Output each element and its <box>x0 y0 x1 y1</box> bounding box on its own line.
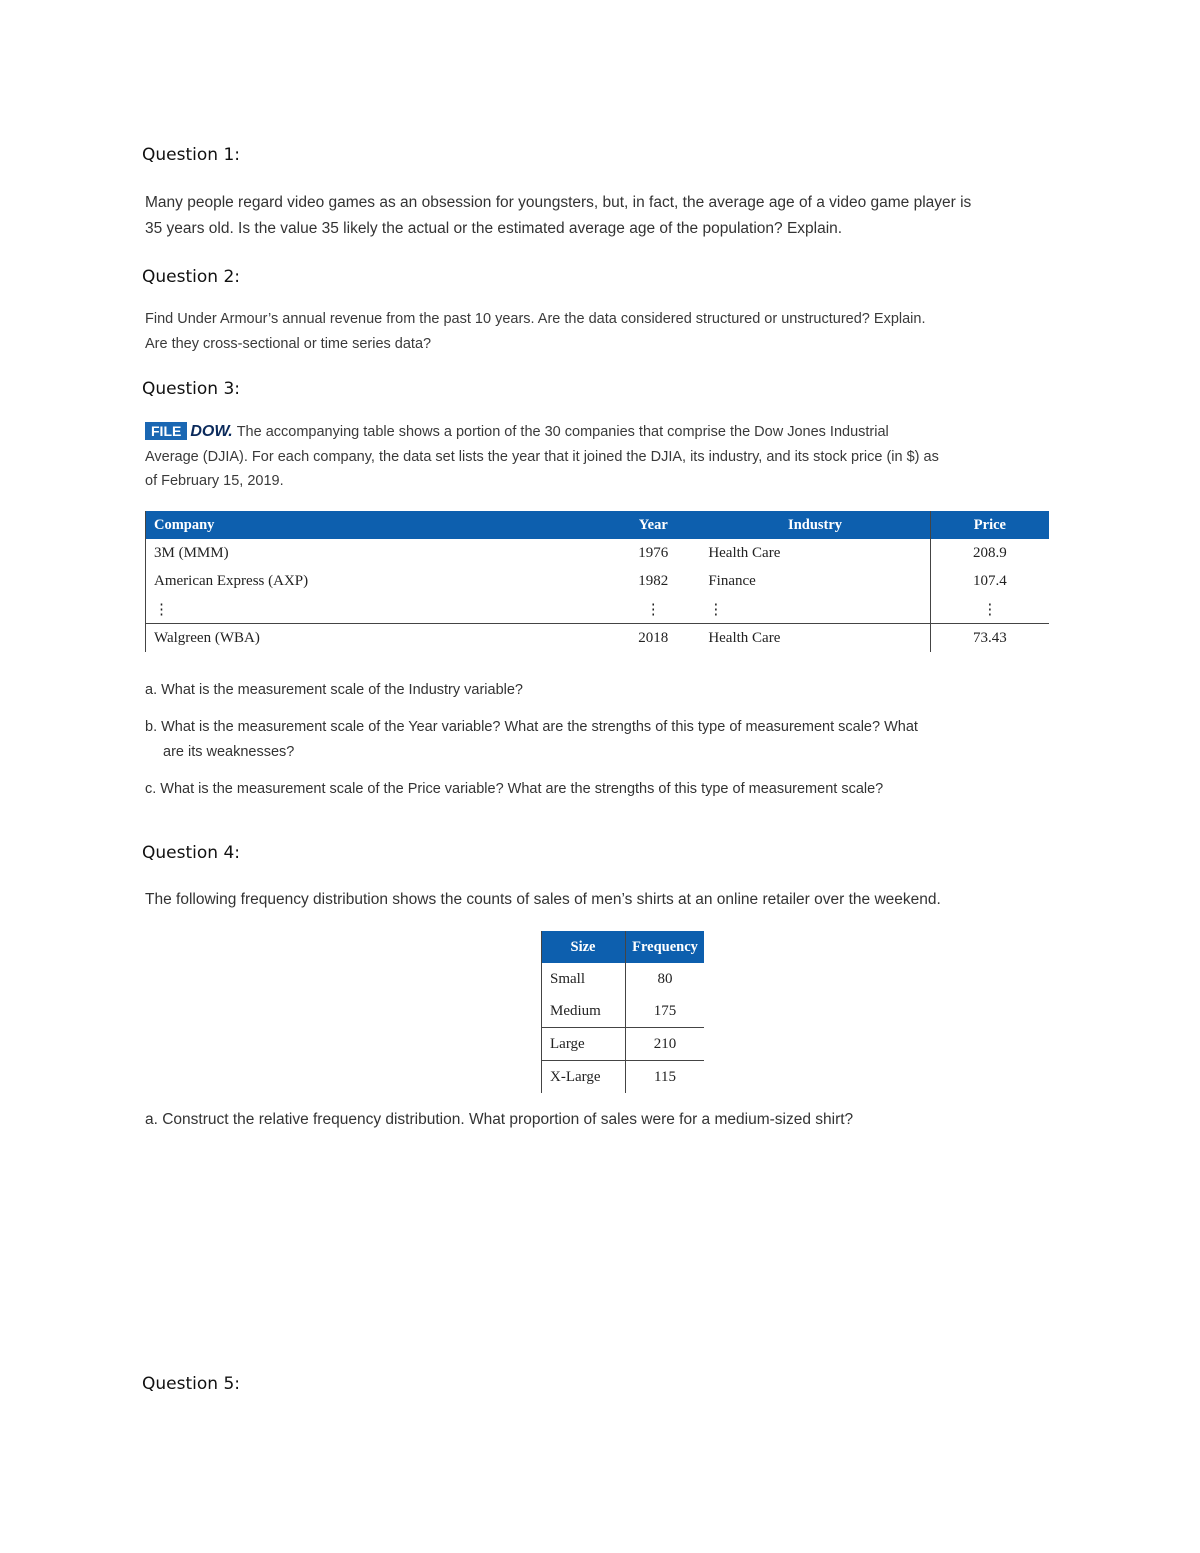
question-3-line-2: Average (DJIA). For each company, the data set lists the year that it joined the DJIA, its industry, and its stock price (in $) as <box>145 448 939 465</box>
frequency-table <box>541 931 704 1093</box>
question-1-text <box>145 190 971 242</box>
cell-price: 73.43 <box>930 624 1049 653</box>
question-4-part-a: a. Construct the relative frequency distribution. What proportion of sales were for a medium-sized shirt? <box>145 1111 854 1128</box>
cell-price: ⋮ <box>982 601 998 618</box>
table-row <box>146 624 1050 653</box>
question-4-heading: Question 4: <box>142 843 240 863</box>
header-industry: Industry <box>700 511 930 539</box>
cell-frequency: 80 <box>657 970 673 987</box>
table-row <box>146 567 1050 595</box>
dataset-name: DOW. <box>190 423 233 440</box>
cell-industry: ⋮ <box>700 595 930 624</box>
cell-price: 208.9 <box>973 544 1007 561</box>
cell-year: 1976 <box>638 544 669 561</box>
dow-table <box>145 511 1049 652</box>
question-3-part-b <box>145 715 918 764</box>
question-2-line-1: Find Under Armour’s annual revenue from the past 10 years. Are the data considered structured or unstructured? Explain. <box>145 311 926 327</box>
cell-size: Large <box>542 1028 626 1061</box>
file-badge: FILE <box>145 422 187 440</box>
table-row <box>542 1061 705 1094</box>
header-frequency: Frequency <box>626 931 705 963</box>
question-3-part-b-line-1: b. What is the measurement scale of the Year variable? What are the strengths of this type of measurement scale? What <box>145 719 918 735</box>
table-row <box>542 995 705 1028</box>
cell-year: 2018 <box>606 624 700 653</box>
cell-company: 3M (MMM) <box>146 539 607 567</box>
question-3-line-1 <box>145 420 939 445</box>
question-3-part-a: a. What is the measurement scale of the Industry variable? <box>145 682 523 698</box>
question-1-heading: Question 1: <box>142 145 240 165</box>
question-5-heading: Question 5: <box>142 1374 240 1394</box>
question-2-line-2: Are they cross-sectional or time series data? <box>145 335 432 352</box>
question-2-heading: Question 2: <box>142 267 240 287</box>
cell-price: 107.4 <box>973 572 1007 589</box>
question-3-heading: Question 3: <box>142 379 240 399</box>
header-size: Size <box>542 931 626 963</box>
cell-year: ⋮ <box>645 601 661 618</box>
question-3-line-3: of February 15, 2019. <box>145 473 284 489</box>
question-3-part-b-line-2: are its weaknesses? <box>163 743 295 760</box>
header-year: Year <box>606 511 700 539</box>
cell-size: Small <box>542 963 626 995</box>
question-1-line-2: 35 years old. Is the value 35 likely the actual or the estimated average age of the population? Explain. <box>145 220 843 237</box>
header-price: Price <box>930 511 1049 539</box>
question-2-text <box>145 307 925 356</box>
question-3-part-c: c. What is the measurement scale of the Price variable? What are the strengths of this type of measurement scale? <box>145 781 884 797</box>
cell-company: American Express (AXP) <box>146 567 607 595</box>
table-row <box>542 1028 705 1061</box>
table-row <box>146 539 1050 567</box>
cell-size: Medium <box>542 995 626 1028</box>
frequency-table-header-row <box>542 931 705 963</box>
cell-company: Walgreen (WBA) <box>146 624 607 653</box>
table-row <box>542 963 705 995</box>
cell-industry: Health Care <box>700 624 930 653</box>
dow-table-header-row <box>146 511 1050 539</box>
cell-frequency: 115 <box>626 1061 705 1094</box>
cell-year: 1982 <box>638 572 669 589</box>
cell-industry: Finance <box>700 567 930 595</box>
question-1-line-1: Many people regard video games as an obsession for youngsters, but, in fact, the average age of a video game player is <box>145 194 972 211</box>
cell-industry: Health Care <box>700 539 930 567</box>
question-3-line-1-text: The accompanying table shows a portion of the 30 companies that comprise the Dow Jones Industrial <box>236 424 889 440</box>
header-company: Company <box>146 511 607 539</box>
question-4-text: The following frequency distribution shows the counts of sales of men’s shirts at an online retailer over the weekend. <box>145 891 941 908</box>
cell-frequency: 175 <box>653 1002 677 1019</box>
cell-size: X-Large <box>542 1061 626 1094</box>
cell-frequency: 210 <box>626 1028 705 1061</box>
cell-company: ⋮ <box>146 595 607 624</box>
table-row-ellipsis <box>146 595 1050 624</box>
question-3-text <box>145 420 939 494</box>
